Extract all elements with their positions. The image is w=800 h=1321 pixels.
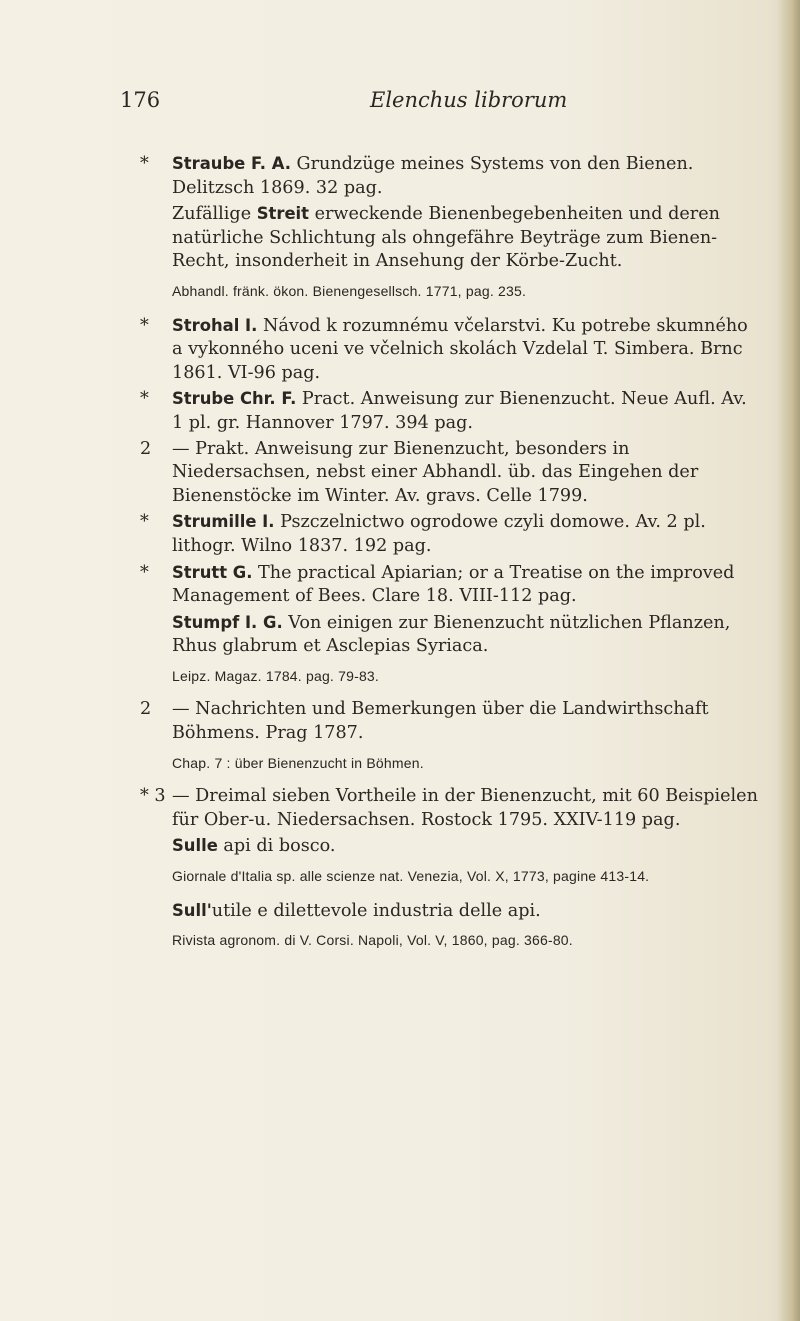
page-number: 176 [120,88,161,112]
entry-text: — Dreimal sieben Vortheile in der Bienenzucht, mit 60 Beispielen für Ober-u. Niedersachsen. Rostock 1795. XXIV-119 pag. [172,786,758,830]
bib-entry-stumpf [132,611,760,659]
entry-marker: * [140,154,149,174]
entry-marker: 2 [140,438,152,459]
entry-text: Návod k rozumnému včelarstvi. Ku potrebe skumného a vykonného uceni ve včelnich skolách Vzdelal T. Simbera. Brnc 1861. VI-96 pag. [172,315,748,383]
entry-text: — Prakt. Anweisung zur Bienenzucht, besonders in Niedersachsen, nebst einer Abhandl. üb. das Eingehen der Bienenstöcke im Winter. Av. gravs. Celle 1799. [172,438,699,506]
entry-marker: * [140,389,149,410]
entry-author: Sull' [172,900,212,920]
bib-entry-sull-utile [132,899,760,924]
entry-author: Strohal I. [172,315,258,335]
entry-text: Pract. Anweisung zur Bienenzucht. Neue Aufl. Av. 1 pl. gr. Hannover 1797. 394 pag. [172,389,747,433]
entry-keyword: Streit [256,204,310,224]
entry-text: — Nachrichten und Bemerkungen über die Landwirthschaft Böhmens. Prag 1787. [172,699,709,744]
entry-marker: 2 [140,699,152,720]
bib-entry-stumpf-3 [132,785,760,832]
bib-entry-strumille [132,510,760,558]
bibliography-list [132,152,760,963]
bib-entry-zufaellige-streit [132,202,760,274]
entry-text: Von einigen zur Bienenzucht nützlichen Pflanzen, Rhus glabrum et Asclepias Syriaca. [172,612,731,657]
entry-author: Strube Chr. F. [172,389,297,409]
entry-author: Sulle [172,836,218,856]
bib-entry-strutt [132,561,760,609]
entry-text: utile e dilettevole industria delle api. [211,900,541,921]
page-header [120,88,720,118]
entry-lead: Zufällige [172,204,257,225]
bib-entry-strube-2 [132,438,760,509]
entry-text: erweckende Bienenbegebenheiten und deren natürliche Schlichtung als ohngefähre Beyträge zum Bienen-Recht, insonderheit in Ansehung der Körbe-Zucht. [172,204,720,272]
running-title: Elenchus librorum [370,88,568,112]
entry-text: Grundzüge meines Systems von den Bienen. Delitzsch 1869. 32 pag. [172,154,694,198]
entry-text: Pszczelnictwo ogrodowe czyli domowe. Av. 2 pl. lithogr. Wilno 1837. 192 pag. [172,512,706,556]
entry-citation: Giornale d'Italia sp. alle scienze nat. Venezia, Vol. X, 1773, pagine 413-14. [172,868,650,885]
entry-citation: Leipz. Magaz. 1784. pag. 79-83. [172,667,380,684]
bib-entry-straube [132,152,760,200]
entry-marker: * 3 [140,786,166,807]
entry-marker: * [140,562,149,583]
page-edge-shadow [778,0,800,1321]
entry-author: Strumille I. [172,512,275,532]
entry-citation: Rivista agronom. di V. Corsi. Napoli, Vol. V, 1860, pag. 366-80. [172,932,573,949]
entry-text: The practical Apiarian; or a Treatise on the improved Management of Bees. Clare 18. VIII-112 pag. [172,562,735,607]
entry-author: Strutt G. [172,562,253,582]
entry-text: api di bosco. [217,836,336,857]
entry-marker: * [140,315,149,336]
bib-entry-strube [132,387,760,435]
bib-entry-sulle-api [132,834,760,859]
bib-entry-stumpf-2 [132,698,760,745]
entry-citation: Abhandl. fränk. ökon. Bienengesellsch. 1771, pag. 235. [172,282,527,299]
entry-marker: * [140,512,149,533]
bib-entry-strohal [132,314,760,386]
entry-author: Straube F. A. [172,154,291,173]
entry-author: Stumpf I. G. [172,612,283,632]
entry-citation: Chap. 7 : über Bienenzucht in Böhmen. [172,754,424,771]
